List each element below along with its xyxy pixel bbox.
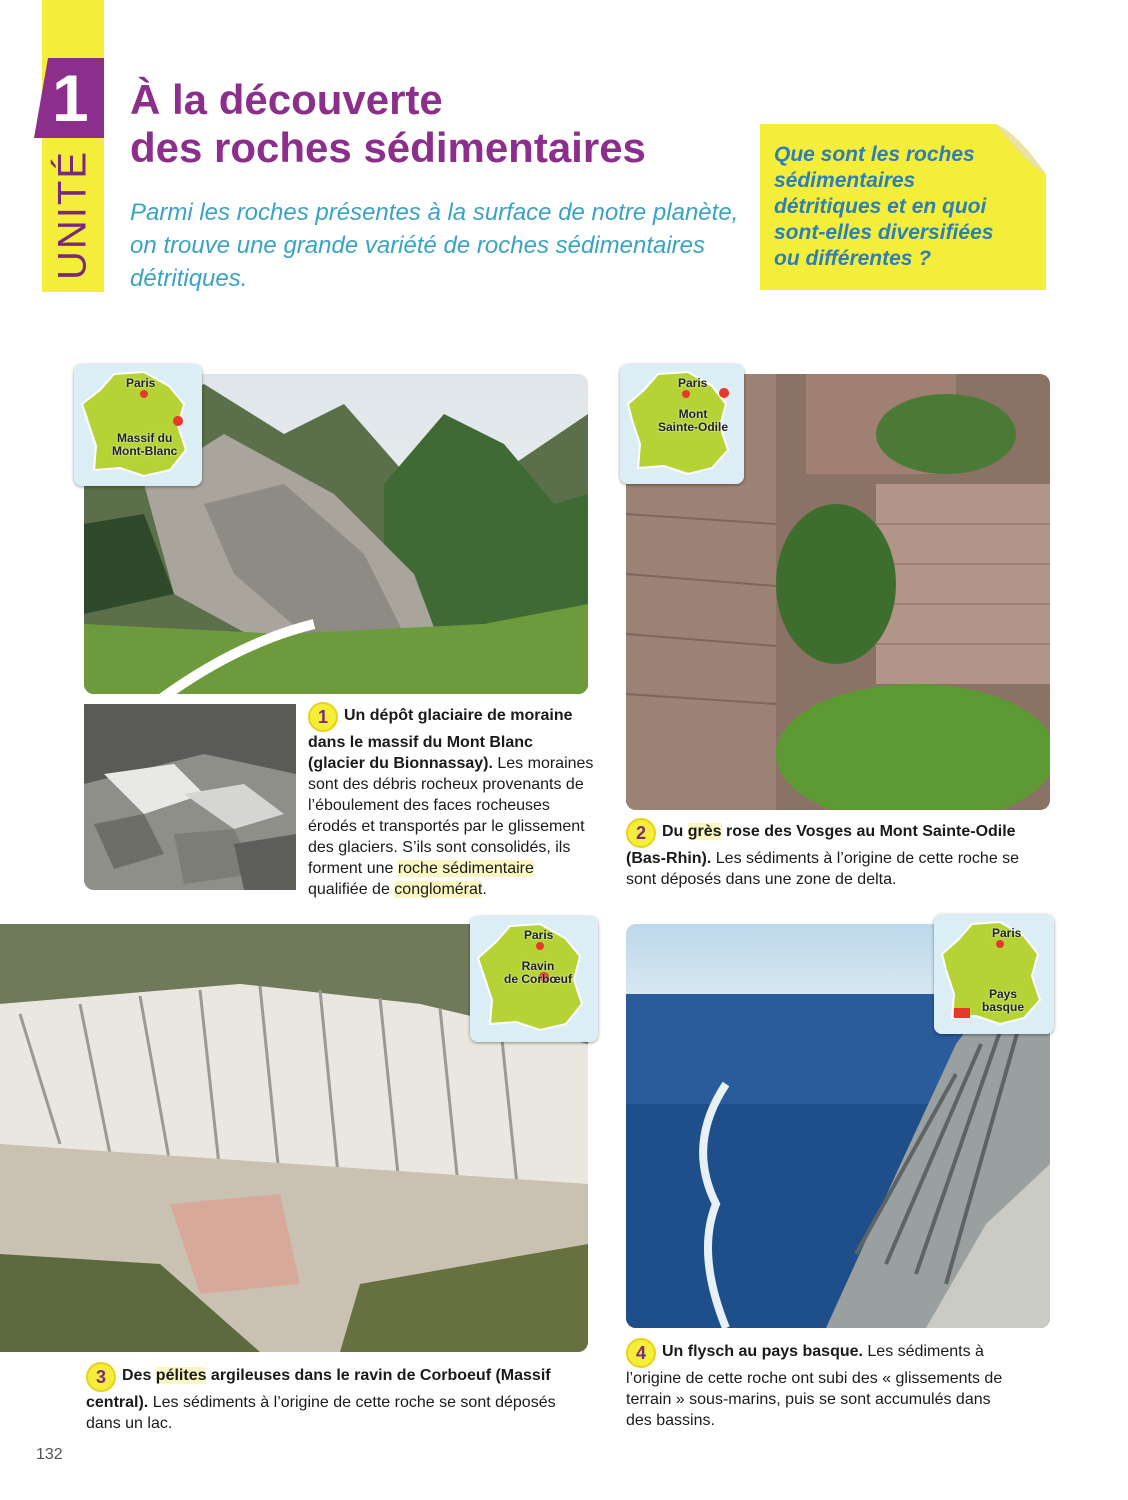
page-number: 132: [36, 1446, 63, 1463]
map-place-label: Pays basque: [982, 987, 1025, 1014]
question-box: [760, 124, 1046, 290]
map-place-label: Mont Sainte-Odile: [658, 407, 729, 434]
page-title: À la découverte des roches sédimentaires: [130, 76, 646, 171]
photo-moraine-closeup: [84, 704, 296, 890]
caption-doc-3: 3 Des pélites argileuses dans le ravin de Corboeuf (Massif central). Les sédiments à l’origine de cette roche se sont déposés dans un lac.: [86, 1362, 586, 1434]
unit-number-tab: [34, 58, 104, 138]
unit-label: UNITÉ: [50, 150, 95, 280]
question-text: Que sont les roches sédimentaires détritiques et en quoi sont-elles diversifiées ou différentes ?: [774, 143, 994, 270]
doc-number-badge: 1: [308, 702, 338, 732]
doc-number-badge: 2: [626, 818, 656, 848]
map-france-sainte-odile: Paris Mont Sainte-Odile: [620, 364, 744, 484]
unit-number: 1: [52, 61, 89, 135]
doc-number-badge: 3: [86, 1362, 116, 1392]
doc-number-badge: 4: [626, 1338, 656, 1368]
caption-doc-4: 4 Un flysch au pays basque. Les sédiments à l’origine de cette roche ont subi des « glissements de terrain » sous-marins, puis se sont accumulés dans des bassins.: [626, 1338, 1016, 1431]
map-france-corboeuf: Paris Ravin de Corbœuf: [470, 916, 598, 1042]
map-place-label: Massif du Mont-Blanc: [112, 431, 178, 458]
map-place-label: Ravin de Corbœuf: [504, 959, 572, 986]
map-france-mont-blanc: Paris Massif du Mont-Blanc: [74, 364, 202, 486]
caption-doc-2: 2 Du grès rose des Vosges au Mont Sainte-Odile (Bas-Rhin). Les sédiments à l’origine de cette roche se sont déposés dans une zone de delta.: [626, 818, 1036, 890]
map-france-pays-basque: Paris Pays basque: [934, 914, 1054, 1034]
intro-text: Parmi les roches présentes à la surface de notre planète, on trouve une grande variété de roches sédimentaires détritiques.: [130, 199, 739, 292]
caption-doc-1: 1 Un dépôt glaciaire de moraine dans le massif du Mont Blanc (glacier du Bionnassay). Les moraines sont des débris rocheux provenants de l’éboulement des faces rocheuses érodés et transportés par le glissement des glaciers. S’ils sont consolidés, ils forment une roche sédimentaire qualifiée de conglomérat.: [308, 702, 594, 900]
